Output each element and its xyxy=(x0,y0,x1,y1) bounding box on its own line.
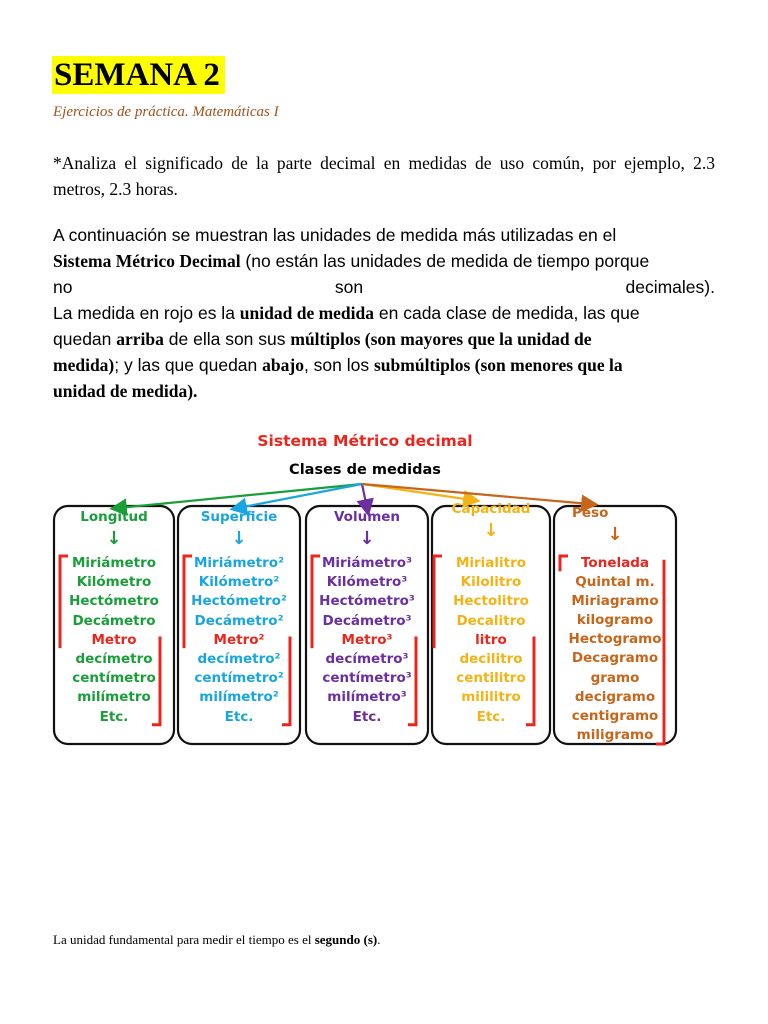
column-heading: Capacidad xyxy=(451,501,531,517)
page-subtitle: Ejercicios de práctica. Matemáticas I xyxy=(53,104,279,120)
base-unit: Tonelada xyxy=(581,555,649,571)
connector-longitud xyxy=(118,484,362,508)
explanation-text: no xyxy=(53,277,73,297)
column-peso xyxy=(554,506,676,745)
unit-item: Hectogramo xyxy=(568,631,662,648)
diagram-subtitle: Clases de medidas xyxy=(289,462,441,478)
explanation-text: (no están las unidades de medida de tiempo porque xyxy=(240,251,650,271)
explanation-line-1 xyxy=(53,222,715,248)
unit-item: Decámetro xyxy=(72,612,156,629)
punctuation: . xyxy=(193,381,198,401)
unit-item: decímetro³ xyxy=(325,651,409,668)
unit-item: milímetro xyxy=(77,689,151,706)
unit-item: gramo xyxy=(590,669,640,686)
unit-item: Kilómetro xyxy=(76,574,152,591)
unit-item: Miriámetro xyxy=(71,555,157,571)
unit-item: decigramo xyxy=(574,688,656,705)
column-heading: Peso xyxy=(572,505,609,521)
down-arrow-icon: ↓ xyxy=(106,528,122,549)
explanation-text: La medida en rojo es la xyxy=(53,303,240,323)
explanation-text: quedan xyxy=(53,329,117,349)
unit-item: decímetro² xyxy=(197,651,281,668)
unit-item: centigramo xyxy=(571,707,659,724)
unit-item: centilitro xyxy=(456,670,526,687)
unit-item: Decámetro² xyxy=(194,612,284,629)
explanation-line-5 xyxy=(53,326,715,352)
footer-text: La unidad fundamental para medir el tiempo es el xyxy=(53,932,315,947)
bold-term: abajo xyxy=(262,355,304,375)
unit-item: Miriámetro² xyxy=(194,555,284,571)
unit-item: Etc. xyxy=(224,708,254,725)
unit-item: Miriámetro³ xyxy=(322,555,412,571)
unit-item: decímetro xyxy=(75,651,153,668)
base-unit: Metro³ xyxy=(341,631,393,648)
column-longitud xyxy=(54,506,174,727)
metric-system-diagram xyxy=(50,428,680,748)
unit-item: Mirialitro xyxy=(455,555,527,571)
connector-superficie xyxy=(238,484,362,508)
unit-item: Quintal m. xyxy=(575,574,655,591)
explanation-line-3 xyxy=(53,274,715,300)
unit-item: decilitro xyxy=(459,651,523,668)
explanation-line-7 xyxy=(53,378,715,404)
unit-item: centímetro² xyxy=(194,670,284,687)
column-heading: Longitud xyxy=(80,509,148,525)
base-unit: Metro xyxy=(91,631,137,648)
explanation-text: en cada clase de medida, las que xyxy=(374,303,640,323)
down-arrow-icon: ↓ xyxy=(231,528,247,549)
unit-item: mililitro xyxy=(461,689,521,706)
diagram-title: Sistema Métrico decimal xyxy=(257,432,473,450)
unit-item: Miriagramo xyxy=(571,593,659,610)
explanation-paragraph xyxy=(53,222,715,404)
unit-item: Decagramo xyxy=(571,650,659,667)
down-arrow-icon: ↓ xyxy=(359,528,375,549)
explanation-text: de ella son sus xyxy=(163,329,291,349)
explanation-line-2 xyxy=(53,248,715,274)
down-arrow-icon: ↓ xyxy=(607,524,623,545)
unit-item: miligramo xyxy=(576,726,654,743)
connector-volumen xyxy=(362,484,367,508)
unit-item: milímetro² xyxy=(199,689,279,706)
page-title: SEMANA 2 xyxy=(52,56,225,94)
column-superficie xyxy=(178,506,300,727)
unit-item: centímetro xyxy=(72,670,156,687)
unit-item: Hectómetro³ xyxy=(319,593,415,610)
unit-item: Hectómetro xyxy=(69,593,159,610)
unit-item: Kilolitro xyxy=(460,574,522,591)
footer-note xyxy=(53,932,380,948)
column-volumen xyxy=(306,506,428,727)
explanation-text: A continuación se muestran las unidades de medida más utilizadas en el xyxy=(53,225,617,245)
bold-term: submúltiplos (son menores que la xyxy=(374,355,623,375)
unit-item: Decámetro³ xyxy=(322,612,412,629)
unit-item: Decalitro xyxy=(456,612,526,629)
unit-item: Hectómetro² xyxy=(191,593,287,610)
bold-term: unidad de medida xyxy=(239,303,375,323)
explanation-line-4 xyxy=(53,300,715,326)
unit-item: Kilómetro³ xyxy=(326,574,408,591)
explanation-text: ; y las que quedan xyxy=(114,355,263,375)
unit-item: milímetro³ xyxy=(327,689,407,706)
base-unit: litro xyxy=(475,631,507,648)
unit-item: kilogramo xyxy=(576,612,654,629)
column-heading: Volumen xyxy=(333,509,401,525)
explanation-text: son xyxy=(334,277,364,297)
bold-term: medida) xyxy=(53,355,115,375)
footer-text: . xyxy=(377,932,381,947)
unit-item: Etc. xyxy=(352,708,382,725)
bold-term: Sistema Métrico Decimal xyxy=(53,251,241,271)
bold-term: unidad de medida) xyxy=(53,381,194,401)
explanation-text: , son los xyxy=(303,355,374,375)
down-arrow-icon: ↓ xyxy=(483,520,499,541)
unit-item: centímetro³ xyxy=(322,670,412,687)
explanation-text: decimales). xyxy=(625,277,715,297)
bold-term: segundo (s) xyxy=(314,932,378,947)
column-capacidad xyxy=(432,501,550,727)
unit-item: Etc. xyxy=(99,708,129,725)
unit-item: Kilómetro² xyxy=(198,574,280,591)
base-unit: Metro² xyxy=(213,631,265,648)
intro-paragraph: *Analiza el significado de la parte decimal en medidas de uso común, por ejemplo, 2.3 metros, 2.3 horas. xyxy=(53,153,715,199)
column-heading: Superficie xyxy=(200,509,278,525)
bold-term: arriba xyxy=(116,329,164,349)
bold-term: múltiplos (son mayores que la unidad de xyxy=(290,329,592,349)
unit-item: Hectolitro xyxy=(453,593,529,610)
unit-item: Etc. xyxy=(476,708,506,725)
explanation-line-6 xyxy=(53,352,715,378)
